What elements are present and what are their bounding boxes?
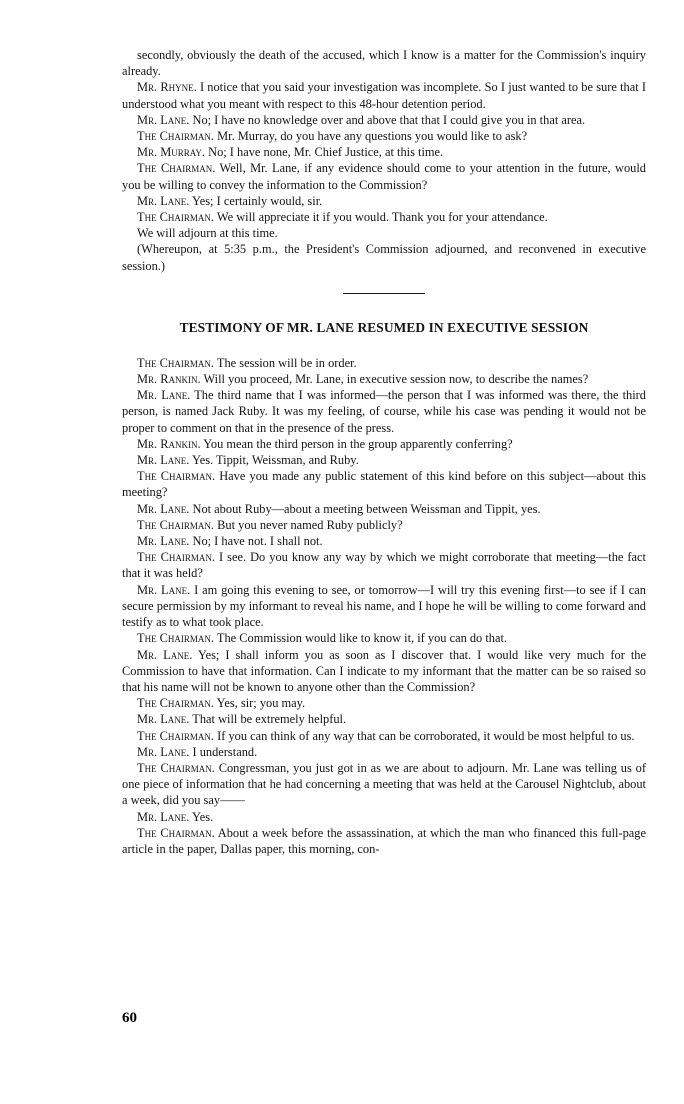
speaker-name: The Chairman.: [137, 631, 215, 646]
speaker-name: Mr. Rhyne.: [137, 80, 197, 95]
speaker-name: Mr. Lane.: [137, 712, 190, 727]
paragraph: [122, 468, 646, 500]
speaker-name: Mr. Lane.: [137, 534, 190, 549]
paragraph-text: Yes; I certainly would, sir.: [192, 193, 323, 208]
paragraph-text: The Commission would like to know it, if you can do that.: [216, 631, 508, 646]
paragraph: [122, 533, 646, 549]
speaker-name: The Chairman.: [137, 825, 215, 840]
paragraph-text: Yes. Tippit, Weissman, and Ruby.: [192, 453, 359, 468]
paragraph-text: No; I have none, Mr. Chief Justice, at this time.: [208, 145, 444, 160]
paragraph: [122, 809, 646, 825]
paragraph-text: I notice that you said your investigation was incomplete. So I just wanted to be sure that I understood what you meant with respect to this 48-hour detention period.: [122, 80, 646, 111]
paragraph: [122, 209, 646, 225]
speaker-name: The Chairman.: [137, 129, 215, 144]
paragraph: [122, 501, 646, 517]
section-divider: [343, 293, 425, 294]
paragraph-text: Well, Mr. Lane, if any evidence should come to your attention in the future, would you be willing to convey the information to the Commission?: [122, 161, 647, 192]
paragraph: [122, 711, 646, 727]
paragraph-text: Yes.: [192, 809, 214, 824]
paragraph-text: No; I have not. I shall not.: [192, 534, 323, 549]
paragraph: [122, 79, 646, 111]
paragraph-text: We will adjourn at this time.: [137, 226, 278, 241]
speaker-name: The Chairman.: [137, 161, 216, 176]
paragraph: [122, 695, 646, 711]
paragraph-text: You mean the third person in the group apparently conferring?: [203, 436, 513, 451]
paragraph-text: The third name that I was informed—the person that I was informed was there, the third person, is named Jack Ruby. It was my feeling, of course, while his case was pending it would not be proper to comment on that in the presence of the press.: [122, 388, 646, 435]
speaker-name: Mr. Lane.: [137, 647, 193, 662]
paragraph: [122, 193, 646, 209]
paragraph-text: I understand.: [192, 744, 258, 759]
speaker-name: The Chairman.: [137, 355, 215, 370]
speaker-name: The Chairman.: [137, 760, 215, 775]
speaker-name: The Chairman.: [137, 469, 216, 484]
testimony-continuation: [122, 47, 646, 274]
speaker-name: Mr. Lane.: [137, 501, 190, 516]
speaker-name: The Chairman.: [137, 517, 215, 532]
paragraph: [122, 144, 646, 160]
paragraph: [122, 452, 646, 468]
paragraph-text: No; I have no knowledge over and above that that I could give you in that area.: [192, 112, 586, 127]
paragraph-text: (Whereupon, at 5:35 p.m., the President's Commission adjourned, and reconvened in executive session.): [122, 242, 646, 273]
section-heading: TESTIMONY OF MR. LANE RESUMED IN EXECUTIVE SESSION: [179, 319, 589, 335]
paragraph-text: Mr. Murray, do you have any questions you would like to ask?: [217, 129, 528, 144]
paragraph-text: Not about Ruby—about a meeting between Weissman and Tippit, yes.: [192, 501, 541, 516]
paragraph-text: Will you proceed, Mr. Lane, in executive session now, to describe the names?: [203, 372, 589, 387]
paragraph-text: secondly, obviously the death of the accused, which I know is a matter for the Commission's inquiry already.: [122, 48, 646, 79]
speaker-name: Mr. Lane.: [137, 809, 190, 824]
paragraph-text: But you never named Ruby publicly?: [217, 517, 403, 532]
speaker-name: Mr. Lane.: [137, 744, 190, 759]
paragraph-text: I see. Do you know any way by which we might corroborate that meeting—the fact that it was held?: [122, 550, 646, 581]
paragraph-text: Have you made any public statement of this kind before on this subject—about this meeting?: [122, 469, 646, 500]
paragraph: [122, 225, 646, 241]
page-number: 60: [122, 1010, 137, 1026]
paragraph: [122, 517, 646, 533]
speaker-name: The Chairman.: [137, 696, 215, 711]
paragraph: [122, 630, 646, 646]
paragraph-text: Yes, sir; you may.: [216, 696, 306, 711]
paragraph: [122, 112, 646, 128]
paragraph: [122, 825, 646, 857]
paragraph-text: About a week before the assassination, at which the man who financed this full-page article in the paper, Dallas paper, this morning, con-: [122, 825, 647, 856]
paragraph-text: If you can think of any way that can be corroborated, it would be most helpful to us.: [217, 728, 635, 743]
paragraph-text: We will appreciate it if you would. Thank you for your attendance.: [216, 210, 548, 225]
paragraph: [122, 47, 646, 79]
paragraph: [122, 371, 646, 387]
paragraph: [122, 744, 646, 760]
paragraph: [122, 728, 646, 744]
paragraph-text: Yes; I shall inform you as soon as I discover that. I would like very much for the Commission to have that information. Can I indicate to my informant that the matter can be so raised so that his name will not be known to anyone other than the Commission?: [122, 647, 646, 694]
paragraph-text: The session will be in order.: [216, 355, 357, 370]
speaker-name: The Chairman.: [137, 728, 215, 743]
paragraph-text: Congressman, you just got in as we are about to adjourn. Mr. Lane was telling us of one piece of information that he had concerning a meeting that was held at the Carousel Nightclub, about a week, did you say——: [122, 760, 646, 808]
speaker-name: Mr. Lane.: [137, 112, 190, 127]
paragraph: [122, 355, 646, 371]
executive-session-testimony: [122, 355, 646, 857]
speaker-name: Mr. Rankin.: [137, 372, 201, 387]
speaker-name: Mr. Lane.: [137, 582, 191, 597]
paragraph: [122, 436, 646, 452]
paragraph-text: That will be extremely helpful.: [192, 712, 347, 727]
paragraph: [122, 647, 646, 696]
speaker-name: The Chairman.: [137, 550, 215, 565]
paragraph: [122, 760, 646, 809]
paragraph: [122, 128, 646, 144]
speaker-name: Mr. Lane.: [137, 193, 190, 208]
speaker-name: The Chairman.: [137, 210, 215, 225]
speaker-name: Mr. Murray.: [137, 145, 206, 160]
paragraph: [122, 241, 646, 273]
speaker-name: Mr. Lane.: [137, 388, 191, 403]
speaker-name: Mr. Rankin.: [137, 436, 201, 451]
paragraph: [122, 582, 646, 631]
paragraph: [122, 387, 646, 436]
speaker-name: Mr. Lane.: [137, 453, 190, 468]
paragraph: [122, 549, 646, 581]
paragraph-text: I am going this evening to see, or tomorrow—I will try this evening first—to see if I can secure permission by my informant to reveal his name, and I hope he will be willing to come forward and testify as to what took place.: [122, 582, 646, 630]
paragraph: [122, 160, 646, 192]
